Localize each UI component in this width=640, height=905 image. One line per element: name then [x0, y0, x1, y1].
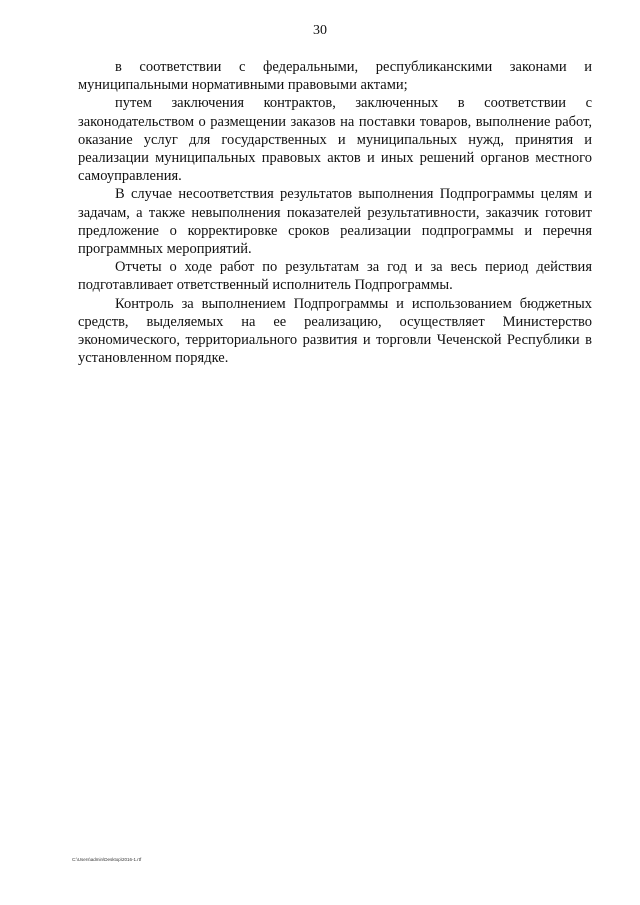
- paragraph-contracts: путем заключения контрактов, заключенных в соответствии с законодательством о размещении заказов на поставки товаров, выполнение работ, оказание услуг для государственных и муниципальных нужд, принятия и реализации муниципальных правовых актов и иных решений органов местного самоуправления.: [78, 95, 592, 185]
- paragraph-reports: Отчеты о ходе работ по результатам за год и за весь период действия подготавливает ответственный исполнитель Подпрограммы.: [78, 259, 592, 294]
- paragraph-control: Контроль за выполнением Подпрограммы и использованием бюджетных средств, выделяемых на ее реализацию, осуществляет Министерство экономического, территориального развития и торговли Чеченской Республики в установленном порядке.: [78, 295, 592, 367]
- footer-file-path: C:\Users\admin\Desktop\2016-1.rtf: [72, 857, 142, 862]
- document-body: [78, 58, 592, 367]
- paragraph-legal-basis: в соответствии с федеральными, республиканскими законами и муниципальными нормативными правовыми актами;: [78, 59, 592, 94]
- page-number: 30: [313, 23, 327, 38]
- paragraph-noncompliance: В случае несоответствия результатов выполнения Подпрограммы целям и задачам, а также невыполнения показателей результативности, заказчик готовит предложение о корректировке сроков реализации подпрограммы и перечня программных мероприятий.: [78, 186, 592, 258]
